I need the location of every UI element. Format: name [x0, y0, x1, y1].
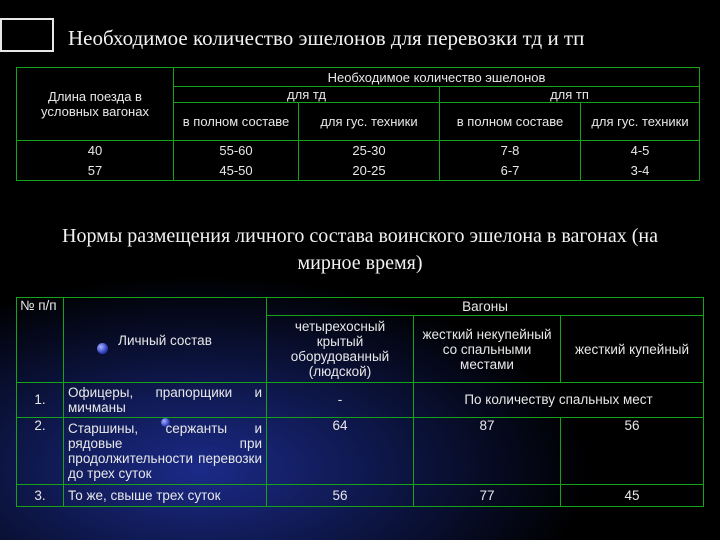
cell: 3-4: [581, 161, 700, 181]
cell: 87: [414, 417, 561, 484]
header-td-full: в полном составе: [174, 103, 299, 141]
row-personnel: Старшины, сержанты и рядовые при продолжительности перевозки до трех суток: [64, 417, 267, 484]
cell: 25-30: [299, 141, 440, 161]
cell: -: [267, 383, 414, 417]
header-length: Длина поезда в условных вагонах: [17, 68, 174, 141]
cell: 57: [17, 161, 174, 181]
row-num: 1.: [17, 383, 64, 417]
echelons-table: [16, 67, 700, 181]
header-tp: для тп: [440, 87, 700, 103]
cell: 6-7: [440, 161, 581, 181]
cell: 20-25: [299, 161, 440, 181]
header-tp-civil: для гус. техники: [581, 103, 700, 141]
header-personnel: Личный состав: [64, 298, 267, 383]
norms-table: [16, 297, 704, 507]
cell: 40: [17, 141, 174, 161]
header-wagon-type: жесткий купейный: [561, 316, 704, 383]
header-wagon-type: четырехосный крытый оборудованный (людской): [267, 316, 414, 383]
cell: 7-8: [440, 141, 581, 161]
header-tp-full: в полном составе: [440, 103, 581, 141]
corner-box: [0, 18, 54, 52]
cell: 56: [561, 417, 704, 484]
header-wagon-type: жесткий некупейный со спальными местами: [414, 316, 561, 383]
row-personnel: То же, свыше трех суток: [64, 484, 267, 506]
cell: 55-60: [174, 141, 299, 161]
header-td-civil: для гус. техники: [299, 103, 440, 141]
cell: 45: [561, 484, 704, 506]
row-num: 2.: [17, 417, 64, 484]
cell-span: По количеству спальных мест: [414, 383, 704, 417]
cell: 4-5: [581, 141, 700, 161]
header-group: Необходимое количество эшелонов: [174, 68, 700, 87]
header-td: для тд: [174, 87, 440, 103]
cell: 45-50: [174, 161, 299, 181]
cell: 64: [267, 417, 414, 484]
cell: 77: [414, 484, 561, 506]
slide-title: Необходимое количество эшелонов для перевозки тд и тп: [68, 26, 585, 50]
header-wagons: Вагоны: [267, 298, 704, 316]
row-num: 3.: [17, 484, 64, 506]
header-num: № п/п: [17, 298, 64, 383]
section-title: Нормы размещения личного состава воинского эшелона в вагонах (на мирное время): [62, 225, 658, 274]
row-personnel: Офицеры, прапорщики и мичманы: [64, 383, 267, 417]
cell: 56: [267, 484, 414, 506]
